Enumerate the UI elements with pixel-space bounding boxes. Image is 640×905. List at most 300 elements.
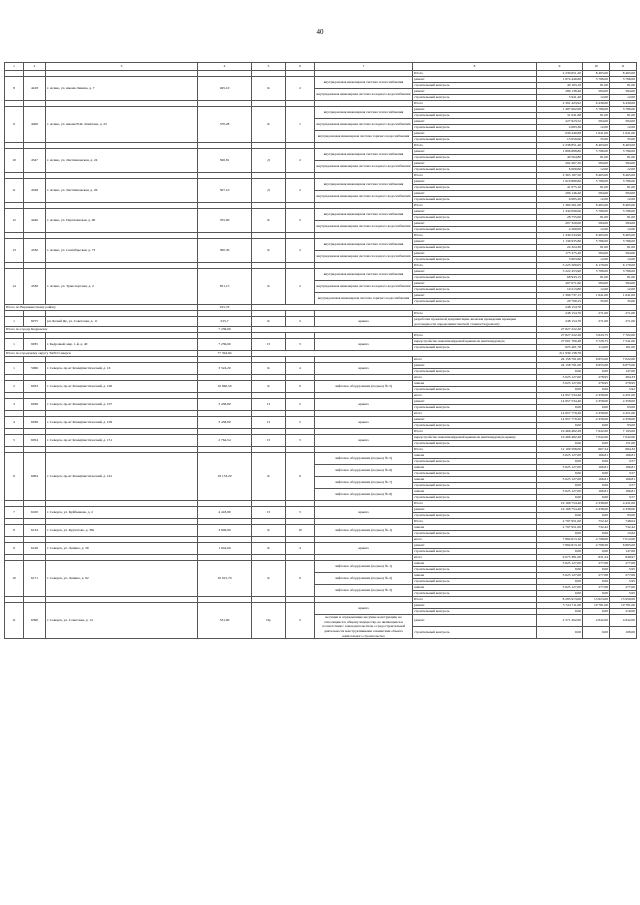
limit-cost-value: 6 875,00	[610, 363, 637, 369]
house-area: 2 764,54	[198, 435, 252, 447]
work-kind: ремонт	[413, 89, 537, 95]
unit-cost-value: 0,00	[583, 591, 610, 597]
wall-material: К	[252, 107, 286, 143]
column-number-cell: 1	[5, 63, 24, 71]
cost-value: 0,00	[537, 531, 583, 537]
work-kind: строительный контроль	[413, 125, 537, 131]
work-kind: строительный контроль	[413, 549, 537, 555]
unit-cost-value: 4 338,00	[583, 507, 610, 513]
house-address: г. Кедровый, мкр. 1-й, д. 40	[46, 339, 198, 351]
limit-cost-value: 4 338,00	[610, 507, 637, 513]
work-type: внутридомовая инженерная система холодного водоснабжения	[315, 89, 413, 101]
cost-value: 1 896 888,80	[537, 149, 583, 155]
limit-cost-value: 81,00	[610, 155, 637, 161]
row-number: 13	[5, 239, 24, 263]
limit-cost-value: 81,00	[610, 185, 637, 191]
house-code: 5966	[24, 363, 46, 375]
unit-cost-value: 12,00	[583, 167, 610, 173]
cost-value: 7 894 813,10	[537, 543, 583, 549]
unit-cost-value: 831,24	[583, 555, 610, 561]
work-kind: замена	[413, 525, 537, 531]
unit-cost-value: 10 781,00	[583, 603, 610, 609]
unit-cost-value: 8 465,00	[583, 203, 610, 209]
unit-cost-value: 166,81	[583, 465, 610, 471]
unit-cost-value: 271,00	[583, 311, 610, 317]
work-kind: строительный контроль	[413, 83, 537, 89]
row-number: 12	[5, 209, 24, 233]
house-address: г. Асино, ул. Партизанская, д. 60	[46, 209, 198, 233]
work-type: крыша	[315, 603, 413, 615]
work-type: крыша	[315, 363, 413, 375]
unit-cost-value: 81,00	[583, 275, 610, 281]
work-type: внутридомовая инженерная система теплоснабжения	[315, 239, 413, 251]
cost-value: 40 103,10	[537, 83, 583, 89]
limit-cost-value: 12,00	[610, 167, 637, 173]
floors-count: 2	[286, 77, 315, 101]
district-total-cost: 27 827 222,26	[537, 327, 583, 333]
unit-cost-value: 6 855,00	[583, 363, 610, 369]
unit-cost-value: 166,81	[583, 477, 610, 483]
unit-cost-value: 1 641,00	[583, 131, 610, 137]
work-kind: Итого	[413, 173, 537, 179]
work-kind: строительный контроль	[413, 155, 537, 161]
work-kind: строительный контроль	[413, 185, 537, 191]
house-code: 4400	[24, 107, 46, 143]
unit-cost-value: 8 465,00	[583, 173, 610, 179]
wall-material: К	[252, 239, 286, 263]
cost-value: 3 025 127,00	[537, 585, 583, 591]
cost-value: 296 146,40	[537, 191, 583, 197]
column-number-row	[5, 63, 637, 71]
house-area: 10 915,70	[198, 561, 252, 597]
work-kind: ремонт	[413, 293, 537, 299]
work-kind: Итого	[413, 447, 537, 453]
wall-material: К	[252, 525, 286, 537]
cost-value: 68 943,15	[537, 275, 583, 281]
work-kind: переустройство невентилируемой крыши на вентилируемую	[413, 339, 537, 345]
cost-value: 0,00	[537, 471, 583, 477]
unit-cost-value: 278,95	[583, 375, 610, 381]
work-kind: строительный контроль	[413, 495, 537, 501]
row-number: 4	[5, 417, 24, 429]
limit-cost-value: 5,95	[610, 591, 637, 597]
limit-cost-value: 3,57	[610, 459, 637, 465]
house-area: 3 524,20	[198, 363, 252, 375]
wall-material: Д	[252, 149, 286, 173]
work-kind: итого	[413, 393, 537, 399]
cost-value: 24 158 791,00	[537, 357, 583, 363]
work-kind: замена	[413, 381, 537, 387]
cost-value: 207 320,00	[537, 221, 583, 227]
cost-value: 2 571 202,00	[537, 615, 583, 627]
limit-cost-value: 12,00	[610, 287, 637, 293]
work-kind: строительный контроль	[413, 197, 537, 203]
cost-value: 292 467,20	[537, 161, 583, 167]
work-kind: строительный контроль	[413, 567, 537, 573]
cost-value: 31 641,68	[537, 113, 583, 119]
floors-count: 2	[286, 149, 315, 173]
cost-value: 1 919 880,60	[537, 179, 583, 185]
unit-cost-value: 12,00	[583, 227, 610, 233]
column-number-cell: 3	[46, 63, 198, 71]
work-type: лифтовое оборудование (подъезд № 5)	[315, 453, 413, 465]
limit-cost-value: 7 702,00	[610, 333, 637, 339]
cost-value: 19 168 754,40	[537, 501, 583, 507]
limit-cost-value: 8 465,00	[610, 173, 637, 179]
row-number: 14	[5, 269, 24, 305]
floors-count: 2	[286, 603, 315, 639]
district-total-label: Итого по городскому округу ЗАТО Северск	[5, 351, 198, 357]
unit-cost-value: 4 358,00	[583, 399, 610, 405]
unit-cost-value: 12,00	[583, 125, 610, 131]
column-number-cell: 9	[537, 63, 583, 71]
work-type: лифтовое оборудование (подъезд № 3)	[315, 585, 413, 597]
floors-count: 5	[286, 399, 315, 411]
cost-value: 2 239 651,20	[537, 71, 583, 77]
cost-value: 19 466 482,28	[537, 435, 583, 441]
work-kind: Итого	[413, 501, 537, 507]
wall-material: К	[252, 381, 286, 393]
work-type: внутридомовая инженерная система теплоснабжения	[315, 107, 413, 119]
house-address: г. Асино, ул. имени В.Ф. Левитана, д. 25	[46, 107, 198, 143]
cost-value: 5 724 711,00	[537, 603, 583, 609]
cost-value: 41 075,10	[537, 185, 583, 191]
cost-value: 24 324,30	[537, 245, 583, 251]
work-kind: замена	[413, 585, 537, 591]
unit-cost-value: 0,00	[583, 513, 610, 519]
unit-cost-value: 81,00	[583, 83, 610, 89]
house-address: г. Северск, пр-кт Коммунистический, д. 16	[46, 363, 198, 375]
limit-cost-value: 7 012,00	[610, 537, 637, 543]
limit-cost-value: 584,00	[610, 89, 637, 95]
work-kind: замена	[413, 477, 537, 483]
floors-count: 5	[286, 435, 315, 447]
limit-cost-value: 1 641,00	[610, 293, 637, 299]
limit-cost-value: 3 786,00	[610, 269, 637, 275]
house-address: г. Асино, ул. Сентябрьская, д. 73	[46, 239, 198, 263]
limit-cost-value: 584,00	[610, 119, 637, 125]
wall-material: К	[252, 269, 286, 305]
cost-value: 3 025 127,00	[537, 381, 583, 387]
floors-count: 2	[286, 209, 315, 233]
limit-cost-value: 4 358,00	[610, 399, 637, 405]
cost-value: 0,00	[537, 579, 583, 585]
work-kind: строительный контроль	[413, 579, 537, 585]
work-kind: замена	[413, 489, 537, 495]
unit-cost-value: 0,00	[583, 549, 610, 555]
work-kind: ремонт	[413, 209, 537, 215]
house-code: 9035	[24, 339, 46, 351]
work-kind: итого	[413, 411, 537, 417]
house-address: г. Асино, ул. имени Ленина, д. 7	[46, 77, 198, 101]
house-code: 6390	[24, 603, 46, 639]
row-number: 11	[5, 179, 24, 203]
cost-value: 1 344 090,00	[537, 209, 583, 215]
house-area: 507,10	[198, 179, 252, 203]
work-kind: строительный контроль	[413, 227, 537, 233]
work-kind: разработка проектной документации, включая проведение проверки достоверности определения сметной стоимости (ремонт)	[413, 317, 537, 327]
house-code: 6033	[24, 381, 46, 393]
unit-cost-value: 12,00	[583, 287, 610, 293]
unit-cost-value: 584,00	[583, 119, 610, 125]
limit-cost-value: 12,00	[610, 227, 637, 233]
cost-value: 3 025 127,00	[537, 573, 583, 579]
unit-cost-value: 8 465,00	[583, 233, 610, 239]
unit-cost-value: 4 798,00	[583, 537, 610, 543]
unit-cost-value: 667,24	[583, 447, 610, 453]
house-area: 1 644,60	[198, 543, 252, 555]
row-number: 9	[5, 543, 24, 555]
cost-value: 3 025 127,00	[537, 465, 583, 471]
column-number-cell: 11	[610, 63, 637, 71]
wall-material: К	[252, 77, 286, 101]
work-kind: ремонт	[413, 507, 537, 513]
house-area: 10 846,50	[198, 381, 252, 393]
work-kind: ремонт	[413, 191, 537, 197]
cost-value: 28 755,00	[537, 215, 583, 221]
limit-cost-value: 35,00	[610, 137, 637, 143]
unit-cost-value: 0,00	[583, 531, 610, 537]
work-kind: ремонт	[413, 149, 537, 155]
work-kind: Итого	[413, 519, 537, 525]
work-type: несущие и ограждающие несущие конструкции, не относящиеся к общему имуществу, но являющиеся в соответствии с законодательством о градостроительной деятельности конструктивными элементами объекта капитального строительства	[315, 615, 413, 639]
unit-cost-value: 0,00	[583, 579, 610, 585]
limit-cost-value: 584,00	[610, 221, 637, 227]
unit-cost-value: 15 623,00	[583, 597, 610, 603]
cost-value: 630 449,68	[537, 131, 583, 137]
work-kind: ремонт	[413, 119, 537, 125]
house-code: 4530	[24, 239, 46, 263]
unit-cost-value: 7 642,00	[583, 429, 610, 435]
work-kind: переустройство невентилируемой крыши на вентилируемую крышу	[413, 435, 537, 441]
work-kind: итого	[413, 357, 537, 363]
cost-value: 40 564,80	[537, 155, 583, 161]
limit-cost-value: 35,00	[610, 299, 637, 305]
unit-cost-value: 5 786,00	[583, 107, 610, 113]
work-type: лифтовое оборудование (подъезд № 6)	[315, 465, 413, 477]
work-kind: ремонт	[413, 399, 537, 405]
cost-value: 0,00	[537, 609, 583, 615]
limit-cost-value: 6 439,00	[610, 101, 637, 107]
floors-count: 5	[286, 507, 315, 519]
work-type: внутридомовая инженерная система теплоснабжения	[315, 269, 413, 281]
cost-value: 5 225 209,05	[537, 263, 583, 269]
work-kind: итого	[413, 375, 537, 381]
limit-cost-value: 4 451,00	[610, 411, 637, 417]
unit-cost-value: 4 358,00	[583, 411, 610, 417]
work-kind: строительный контроль	[413, 387, 537, 393]
unit-cost-value: 0,00	[583, 471, 610, 477]
limit-cost-value: 81,00	[610, 113, 637, 119]
cost-value: 27 001 760,48	[537, 339, 583, 345]
work-kind: Итого	[413, 71, 537, 77]
work-type: лифтовое оборудование (подъезд № 7)	[315, 477, 413, 489]
work-type: внутридомовая инженерная система холодного водоснабжения	[315, 119, 413, 131]
wall-material: К	[252, 561, 286, 597]
unit-cost-value: 4 358,00	[583, 393, 610, 399]
house-code: 6146	[24, 543, 46, 555]
row-number: 3	[5, 399, 24, 411]
unit-cost-value: 5 786,00	[583, 239, 610, 245]
district-total-label: Итого по городу Кедровому	[5, 327, 198, 333]
unit-cost-value: 277,08	[583, 585, 610, 591]
cost-value: 0,00	[537, 549, 583, 555]
district-total-cost: 248 154,70	[537, 305, 583, 311]
unit-cost-value: 0,00	[583, 495, 610, 501]
work-type: внутридомовая инженерная система холодного водоснабжения	[315, 251, 413, 263]
wall-material: К	[252, 209, 286, 233]
house-area: 851,15	[198, 269, 252, 305]
cost-value: 12 100 508,00	[537, 447, 583, 453]
cost-value: 289 138,40	[537, 89, 583, 95]
district-total-label: Итого по Верхнекетскому району	[5, 305, 198, 311]
unit-cost-value: 12,00	[583, 95, 610, 101]
limit-cost-value: 10 781,00	[610, 603, 637, 609]
work-type: внутридомовая инженерная система холодного водоснабжения	[315, 191, 413, 203]
limit-cost-value: 7 022,00	[610, 357, 637, 363]
house-area: 300,30	[198, 239, 252, 263]
house-area: 370,28	[198, 107, 252, 143]
cost-value: 497 071,60	[537, 281, 583, 287]
cost-value: 0,00	[537, 423, 583, 429]
work-type: лифтовое оборудование (подъезд № 1)	[315, 525, 413, 537]
unit-cost-value: 271,00	[583, 317, 610, 327]
floors-count: 1	[286, 107, 315, 143]
cost-value: 3 025 127,00	[537, 477, 583, 483]
row-number: 10	[5, 561, 24, 597]
limit-cost-value: 4 358,00	[610, 417, 637, 423]
limit-cost-value: 93,00	[610, 423, 637, 429]
house-area: 18 133,20	[198, 453, 252, 501]
work-kind: строительный контроль	[413, 459, 537, 465]
work-type: внутридомовая инженерная система теплоснабжения	[315, 179, 413, 191]
repair-program-table	[4, 62, 637, 639]
work-type: внутридомовая инженерная система холодного водоснабжения	[315, 281, 413, 293]
limit-cost-value: 278,95	[610, 381, 637, 387]
limit-cost-value: 3 786,00	[610, 149, 637, 155]
house-area: 4 418,80	[198, 507, 252, 519]
work-kind: строительный контроль	[413, 167, 537, 173]
work-kind: замена	[413, 465, 537, 471]
limit-cost-value: 284,33	[610, 375, 637, 381]
cost-value: 14 957 779,20	[537, 411, 583, 417]
wall-material: К	[252, 317, 286, 327]
limit-cost-value: 15,62	[610, 531, 637, 537]
unit-cost-value: 752,42	[583, 519, 610, 525]
limit-cost-value: 8 463,00	[610, 143, 637, 149]
limit-cost-value: 15 950,00	[610, 597, 637, 603]
wall-material: П	[252, 435, 286, 447]
unit-cost-value: 4 798,50	[583, 543, 610, 549]
floors-count: 2	[286, 179, 315, 203]
house-code: 6064	[24, 453, 46, 501]
unit-cost-value: 12,00	[583, 197, 610, 203]
work-type: внутридомовая инженерная система горячего водоснабжения	[315, 131, 413, 143]
work-type: крыша	[315, 435, 413, 447]
limit-cost-value: 81,00	[610, 275, 637, 281]
cost-value: 3 222 453,90	[537, 269, 583, 275]
unit-cost-value: 5 786,00	[583, 179, 610, 185]
row-number: 5	[5, 435, 24, 447]
unit-cost-value: 0,00	[583, 387, 610, 393]
house-address: рп. Белый Яр, ул. Советская, д. 1г	[46, 317, 198, 327]
floors-count: 5	[286, 339, 315, 351]
unit-cost-value: 5 786,00	[583, 209, 610, 215]
cost-value: 227 923,52	[537, 119, 583, 125]
limit-cost-value: 748,04	[610, 519, 637, 525]
unit-cost-value: 12,00	[583, 257, 610, 263]
work-kind: строительный контроль	[413, 369, 537, 375]
cost-value: 1 396 737,15	[537, 293, 583, 299]
cost-value: 2 391 423,92	[537, 101, 583, 107]
row-number: 8	[5, 525, 24, 537]
cost-value: 10 213,80	[537, 287, 583, 293]
cost-value: 3 025 127,00	[537, 561, 583, 567]
cost-value: 3 025 127,00	[537, 375, 583, 381]
work-kind: строительный контроль	[413, 483, 537, 489]
unit-cost-value: 0,00	[583, 609, 610, 615]
cost-value: 29 790,25	[537, 299, 583, 305]
unit-cost-value: 3 729,75	[583, 339, 610, 345]
work-kind: ремонт	[413, 179, 537, 185]
work-type: крыша	[315, 399, 413, 411]
column-number-cell: 5	[252, 63, 286, 71]
cost-value: 13 659,00	[537, 137, 583, 143]
cost-value: 24 158 791,00	[537, 363, 583, 369]
cost-value: 5 941,20	[537, 95, 583, 101]
work-kind: замена	[413, 561, 537, 567]
work-kind: ремонт	[413, 615, 537, 627]
work-kind: Итого	[413, 203, 537, 209]
cost-value: 0,00	[537, 627, 583, 639]
house-address: г. Северск, ул. Куйбышева, д. 2	[46, 507, 198, 519]
work-type: крыша	[315, 339, 413, 351]
unit-cost-value: 166,81	[583, 489, 610, 495]
cost-value: 3 603,60	[537, 257, 583, 263]
work-kind: строительный контроль	[413, 405, 537, 411]
limit-cost-value: 93,00	[610, 513, 637, 519]
limit-cost-value: 584,00	[610, 161, 637, 167]
cost-value: 1 384 561,00	[537, 203, 583, 209]
cost-value: 0,00	[537, 495, 583, 501]
district-total-area: 915,70	[198, 305, 252, 311]
unit-cost-value: 277,08	[583, 573, 610, 579]
work-type: лифтовое оборудование (подъезд № 2)	[315, 573, 413, 585]
column-number-cell: 2	[24, 63, 46, 71]
work-type: крыша	[315, 507, 413, 519]
house-code: 4547	[24, 149, 46, 173]
work-kind: строительный контроль	[413, 113, 537, 119]
page-number: 40	[316, 28, 324, 36]
work-kind: Итого	[413, 597, 537, 603]
district-total-area: 7 239,60	[198, 327, 252, 333]
limit-cost-value: 3 786,00	[610, 77, 637, 83]
cost-value: 2 797 951,00	[537, 519, 583, 525]
row-number: 10	[5, 149, 24, 173]
work-kind: строительный контроль	[413, 441, 537, 447]
limit-cost-value: 7 193,00	[610, 429, 637, 435]
unit-cost-value: 0,00	[583, 405, 610, 411]
limit-cost-value: 166,81	[610, 465, 637, 471]
unit-cost-value: 732,42	[583, 525, 610, 531]
work-kind: Итого	[413, 101, 537, 107]
work-kind: ремонт	[413, 131, 537, 137]
work-kind: ремонт	[413, 363, 537, 369]
work-type: внутридомовая инженерная система теплоснабжения	[315, 209, 413, 221]
cost-value: 175 375,20	[537, 251, 583, 257]
work-type: внутридомовая инженерная система горячего водоснабжения	[315, 293, 413, 305]
limit-cost-value: 3 786,00	[610, 209, 637, 215]
